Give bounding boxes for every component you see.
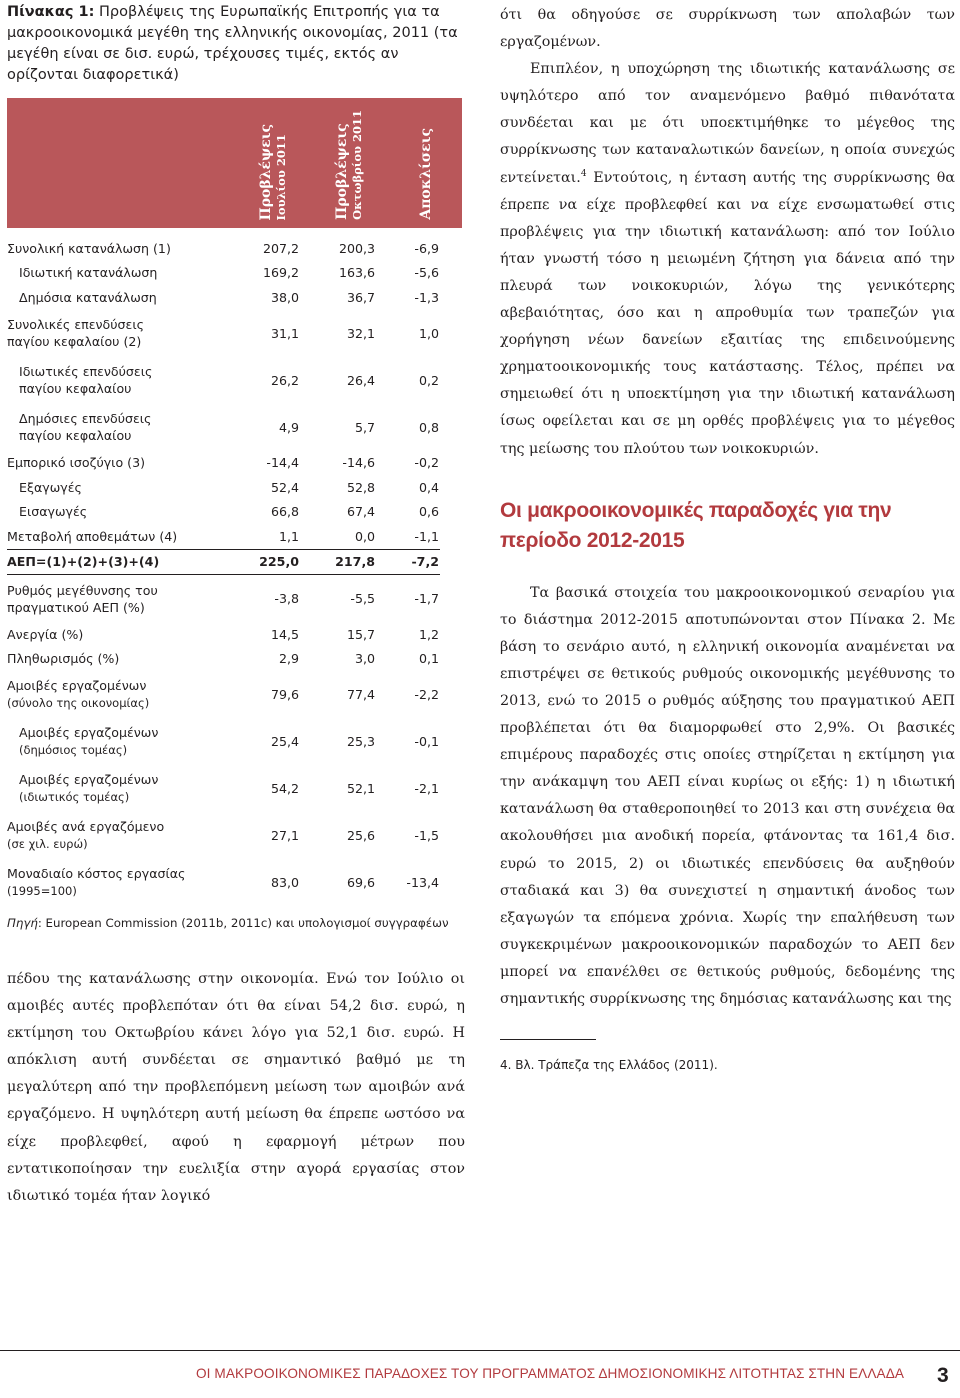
- footnote-divider: [500, 1039, 596, 1040]
- deviation-value: -1,7: [414, 591, 439, 606]
- row-label-line-1: Ρυθμός μεγέθυνσης του: [7, 582, 158, 598]
- row-label: [7, 865, 242, 900]
- row-label-line-1: Συνολικές επενδύσεις: [7, 317, 144, 332]
- row-label: [7, 454, 242, 471]
- left-body-text: πέδου της κατανάλωσης στην οικονομία. Ενώ τον Ιούλιο οι αμοιβές αυτές προβλεπόταν ότι θα είναι 54,2 δισ. ευρώ, η εκτίμηση του Οκτωβρίου κάνει λόγο για 52,1 δισ. ευρώ. Η απόκλιση αυτή συνδέεται σε σημαντικό βαθμό με τη μεγαλύτερη από την προβλεπόμενη μείωση των αμοιβών ανά εργαζόμενο. Η υψηλότερη αυτή μείωση θα έπρεπε ωστόσο να είχε προβλεφθεί, αφού η εφαρμογή μέτρων που εντατικοποίησαν την ευελιξία στην αγορά εργασίας στον ιδιωτικό τομέα ήταν λογικό: [7, 971, 465, 1204]
- table-caption-label: Πίνακας 1:: [7, 4, 95, 20]
- table-row: [7, 310, 465, 357]
- row-label: [7, 479, 254, 496]
- deviation-value: 1,2: [418, 626, 439, 642]
- july-value: 38,0: [270, 289, 299, 305]
- table-row: [7, 671, 465, 718]
- row-label: [7, 503, 254, 520]
- row-label-line-2: (δημόσιος τομέας): [19, 743, 128, 757]
- row-label: [7, 240, 242, 257]
- july-value: 83,0: [270, 875, 299, 890]
- october-value: 217,8: [335, 554, 375, 570]
- row-label: [7, 677, 242, 712]
- deviation-value: -6,9: [414, 240, 439, 256]
- table-row: [7, 550, 465, 575]
- row-label-line-1: Ιδιωτικές επενδύσεις: [19, 364, 153, 379]
- deviation-value: -1,3: [414, 289, 439, 305]
- deviation-value: -0,1: [414, 734, 439, 749]
- deviation-value: -7,2: [411, 554, 439, 570]
- row-label-line-1: Δημόσια κατανάλωση: [19, 289, 157, 305]
- row-label: [7, 528, 242, 545]
- row-label-line-1: Αμοιβές εργαζομένων: [7, 678, 147, 693]
- table-row: [7, 261, 465, 286]
- header-deviations: Αποκλίσεις: [418, 128, 434, 220]
- october-value: 67,4: [346, 504, 375, 520]
- october-value: 52,1: [346, 781, 375, 796]
- left-column: [7, 2, 465, 1210]
- row-label: [7, 553, 242, 570]
- july-value: 1,1: [278, 528, 299, 544]
- table-row: [7, 622, 465, 647]
- table-row: [7, 500, 465, 525]
- header-july-forecast: Προβλέψεις Ιουλίου 2011: [258, 123, 288, 220]
- paragraph-1: ότι θα οδηγούσε σε συρρίκνωση των απολαβών των εργαζομένων.: [500, 7, 955, 51]
- deviation-value: 0,2: [418, 372, 439, 388]
- october-value: 52,8: [346, 479, 375, 495]
- july-value: 2,9: [278, 651, 299, 667]
- table-row: [7, 475, 465, 500]
- row-label: [7, 316, 242, 350]
- row-label-line-1: Εμπορικό ισοζύγιο (3): [7, 455, 145, 471]
- row-label-line-2: (1995=100): [7, 884, 77, 898]
- row-label-line-2: πραγματικού ΑΕΠ (%): [7, 599, 145, 615]
- footer-rule: [0, 1350, 960, 1351]
- october-value: 5,7: [354, 419, 375, 435]
- table-row: [7, 812, 465, 859]
- july-value: -3,8: [274, 591, 299, 606]
- october-value: 163,6: [338, 265, 375, 281]
- row-label-line-1: Συνολική κατανάλωση (1): [7, 240, 171, 256]
- row-label-line-2: (σύνολο της οικονομίας): [7, 696, 150, 710]
- row-label: [7, 626, 242, 643]
- row-label-line-1: Δημόσιες επενδύσεις: [19, 411, 152, 426]
- row-label: [7, 724, 254, 759]
- table-row: [7, 575, 465, 622]
- row-label: [7, 582, 242, 616]
- row-label-line-1: Εισαγωγές: [19, 504, 88, 520]
- row-label-line-2: παγίου κεφαλαίου: [19, 381, 132, 396]
- row-label: [7, 650, 242, 667]
- row-label-line-2: παγίου κεφαλαίου (2): [7, 334, 142, 349]
- row-label: [7, 289, 254, 306]
- deviation-value: 0,1: [418, 651, 439, 667]
- deviation-value: -0,2: [414, 455, 439, 471]
- july-value: 169,2: [262, 265, 299, 281]
- table-header: [7, 98, 462, 228]
- section-heading: Οι μακροοικονομικές παραδοχές για την περίοδο 2012-2015: [500, 498, 892, 552]
- paragraph-2: Επιπλέον, η υποχώρηση της ιδιωτικής κατανάλωσης σε υψηλότερο από τον αναμενόμενο βαθμό πιθανότατα συνδέεται και με ότι υποεκτιμήθηκε το μέγεθος της συρρίκνωσης των καταναλωτικών δανείων, η οποία συνεχώς εντείνεται.$^4$ Εντούτοις, η ένταση αυτής της συρρίκνωσης θα έπρεπε να είχε προβλεφθεί και να είχε ενσωματωθεί στις προβλέψεις για την ιδιωτική κατανάλωση: από τον Ιούλιο ήταν γνωστή τόσο η μειωμένη ζήτηση για δάνεια από την πλευρά των νοικοκυριών, λόγω της γενικότερης αβεβαιότητας, όσο και η απροθυμία των τραπεζών για χορήγηση νέων δανείων εξαιτίας της επιδεινούμενης χρηματοοικονομικής τους κατάστασης. Τέλος, πρέπει να σημειωθεί ότι η υποεκτίμηση για την ιδιωτική κατανάλωση ίσως οφείλεται και σε μη ορθές προβλέψεις για το μέγεθος της μείωσης του πλούτου των νοικοκυριών.: [500, 61, 955, 457]
- table-source: Πηγή: European Commission (2011b, 2011c) και υπολογισμοί συγγραφέων: [7, 916, 449, 930]
- paragraph-3: Τα βασικά στοιχεία του μακροοικονομικού σεναρίου για το διάστημα 2012-2015 αποτυπώνονται στον Πίνακα 2. Με βάση το σενάριο αυτό, η ελληνική οικονομία αναμένεται να επιστρέψει σε θετικούς ρυθμούς οικονομικής μεγέθυνσης το 2013, ενώ το 2015 ο ρυθμός αύξησης του πραγματικού ΑΕΠ προβλέπεται ότι θα διαμορφωθεί στο 2,9%. Οι βασικές επιμέρους παραδοχές στις οποίες στηρίζεται η εκτίμηση για την ανάκαμψη του ΑΕΠ είναι κυρίως οι εξής: 1) η ιδιωτική κατανάλωση θα σταθεροποιηθεί το 2013 και στη συνέχεια θα ακολουθήσει μια ανοδική πορεία, φτάνοντας τα 161,4 δισ. ευρώ το 2015, 2) οι ιδιωτικές επενδύσεις θα αυξηθούν σταδιακά και 3) θα συνεχιστεί η σημαντική άνοδος των εξαγωγών τα επόμενα χρόνια. Χωρίς την επαλήθευση των συγκεκριμένων μακροοικονομικών παραδοχών το ΑΕΠ δεν μπορεί να επανέλθει σε θετικούς ρυθμούς, δεδομένης της σημαντικής συρρίκνωσης της δημόσιας κατανάλωσης και της: [500, 584, 955, 1007]
- july-value: 27,1: [270, 828, 299, 843]
- row-label-line-1: Πληθωρισμός (%): [7, 651, 120, 667]
- october-value: 15,7: [346, 626, 375, 642]
- october-value: 77,4: [346, 687, 375, 702]
- july-value: 52,4: [270, 479, 299, 495]
- row-label: [7, 264, 254, 281]
- table-row: [7, 357, 465, 404]
- row-label-line-1: Αμοιβές εργαζομένων: [19, 725, 159, 740]
- july-value: 14,5: [270, 626, 299, 642]
- right-column: [500, 2, 955, 1072]
- row-label-line-1: Ανεργία (%): [7, 626, 84, 642]
- october-value: 36,7: [346, 289, 375, 305]
- october-value: -14,6: [342, 455, 375, 471]
- table-row: [7, 451, 465, 476]
- table-row: [7, 524, 465, 549]
- row-label-line-1: Μεταβολή αποθεμάτων (4): [7, 528, 178, 544]
- october-value: 200,3: [338, 240, 375, 256]
- row-label-line-1: Μοναδιαίο κόστος εργασίας: [7, 866, 186, 881]
- october-value: -5,5: [350, 591, 375, 606]
- deviation-value: -13,4: [406, 875, 439, 890]
- row-label-line-2: (σε χιλ. ευρώ): [7, 837, 88, 851]
- table-caption: [7, 2, 465, 86]
- row-label-line-1: Εξαγωγές: [19, 479, 82, 495]
- row-label-line-1: Αμοιβές εργαζομένων: [19, 772, 159, 787]
- october-value: 3,0: [354, 651, 375, 667]
- deviation-value: 0,8: [418, 419, 439, 435]
- deviation-value: 0,4: [418, 479, 439, 495]
- july-value: 31,1: [270, 325, 299, 341]
- deviation-value: 1,0: [418, 325, 439, 341]
- table-row: [7, 647, 465, 672]
- deviation-value: -5,6: [414, 265, 439, 281]
- july-value: 207,2: [262, 240, 299, 256]
- deviation-value: -2,1: [414, 781, 439, 796]
- october-value: 25,3: [346, 734, 375, 749]
- table-body: [7, 236, 465, 906]
- row-label-line-2: παγίου κεφαλαίου: [19, 428, 132, 443]
- row-label: [7, 363, 254, 397]
- table-caption-text: Προβλέψεις της Ευρωπαϊκής Επιτροπής για τα μακροοικονομικά μεγέθη της ελληνικής οικονομίας, 2011 (τα μεγέθη είναι σε δισ. ευρώ, τρέχουσες τιμές, εκτός αν ορίζονται διαφορετικά): [7, 4, 458, 83]
- deviation-value: -1,1: [414, 528, 439, 544]
- row-label-line-1: Αμοιβές ανά εργαζόμενο: [7, 819, 165, 834]
- july-value: 66,8: [270, 504, 299, 520]
- july-value: 79,6: [270, 687, 299, 702]
- page-number: 3: [937, 1364, 949, 1387]
- row-label-line-1: ΑΕΠ=(1)+(2)+(3)+(4): [7, 554, 160, 570]
- footnote-ref[interactable]: 4: [580, 168, 587, 179]
- deviation-value: -2,2: [414, 687, 439, 702]
- deviation-value: 0,6: [418, 504, 439, 520]
- table-row: [7, 765, 465, 812]
- july-value: 225,0: [259, 554, 299, 570]
- table-row: [7, 236, 465, 261]
- july-value: -14,4: [266, 455, 299, 471]
- row-label-line-1: Ιδιωτική κατανάλωση: [19, 265, 158, 281]
- row-label-line-2: (ιδιωτικός τομέας): [19, 790, 130, 804]
- october-value: 0,0: [354, 528, 375, 544]
- july-value: 25,4: [270, 734, 299, 749]
- header-october-forecast: Προβλέψεις Οκτωβρίου 2011: [334, 110, 364, 220]
- footnote-4: 4. Βλ. Τράπεζα της Ελλάδος (2011).: [500, 1058, 718, 1073]
- table-row: [7, 404, 465, 451]
- july-value: 4,9: [278, 419, 299, 435]
- october-value: 32,1: [346, 325, 375, 341]
- running-footer: ΟΙ ΜΑΚΡΟΟΙΚΟΝΟΜΙΚΕΣ ΠΑΡΑΔΟΧΕΣ ΤΟΥ ΠΡΟΓΡΑΜΜΑΤΟΣ ΔΗΜΟΣΙΟΝΟΜΙΚΗΣ ΛΙΤΟΤΗΤΑΣ ΣΤΗΝ ΕΛΛΑΔΑ: [196, 1366, 905, 1381]
- table-row: [7, 718, 465, 765]
- july-value: 54,2: [270, 781, 299, 796]
- october-value: 26,4: [346, 372, 375, 388]
- row-label: [7, 818, 242, 853]
- row-label: [7, 410, 254, 444]
- deviation-value: -1,5: [414, 828, 439, 843]
- october-value: 25,6: [346, 828, 375, 843]
- july-value: 26,2: [270, 372, 299, 388]
- table-row: [7, 285, 465, 310]
- table-row: [7, 859, 465, 906]
- row-label: [7, 771, 254, 806]
- october-value: 69,6: [346, 875, 375, 890]
